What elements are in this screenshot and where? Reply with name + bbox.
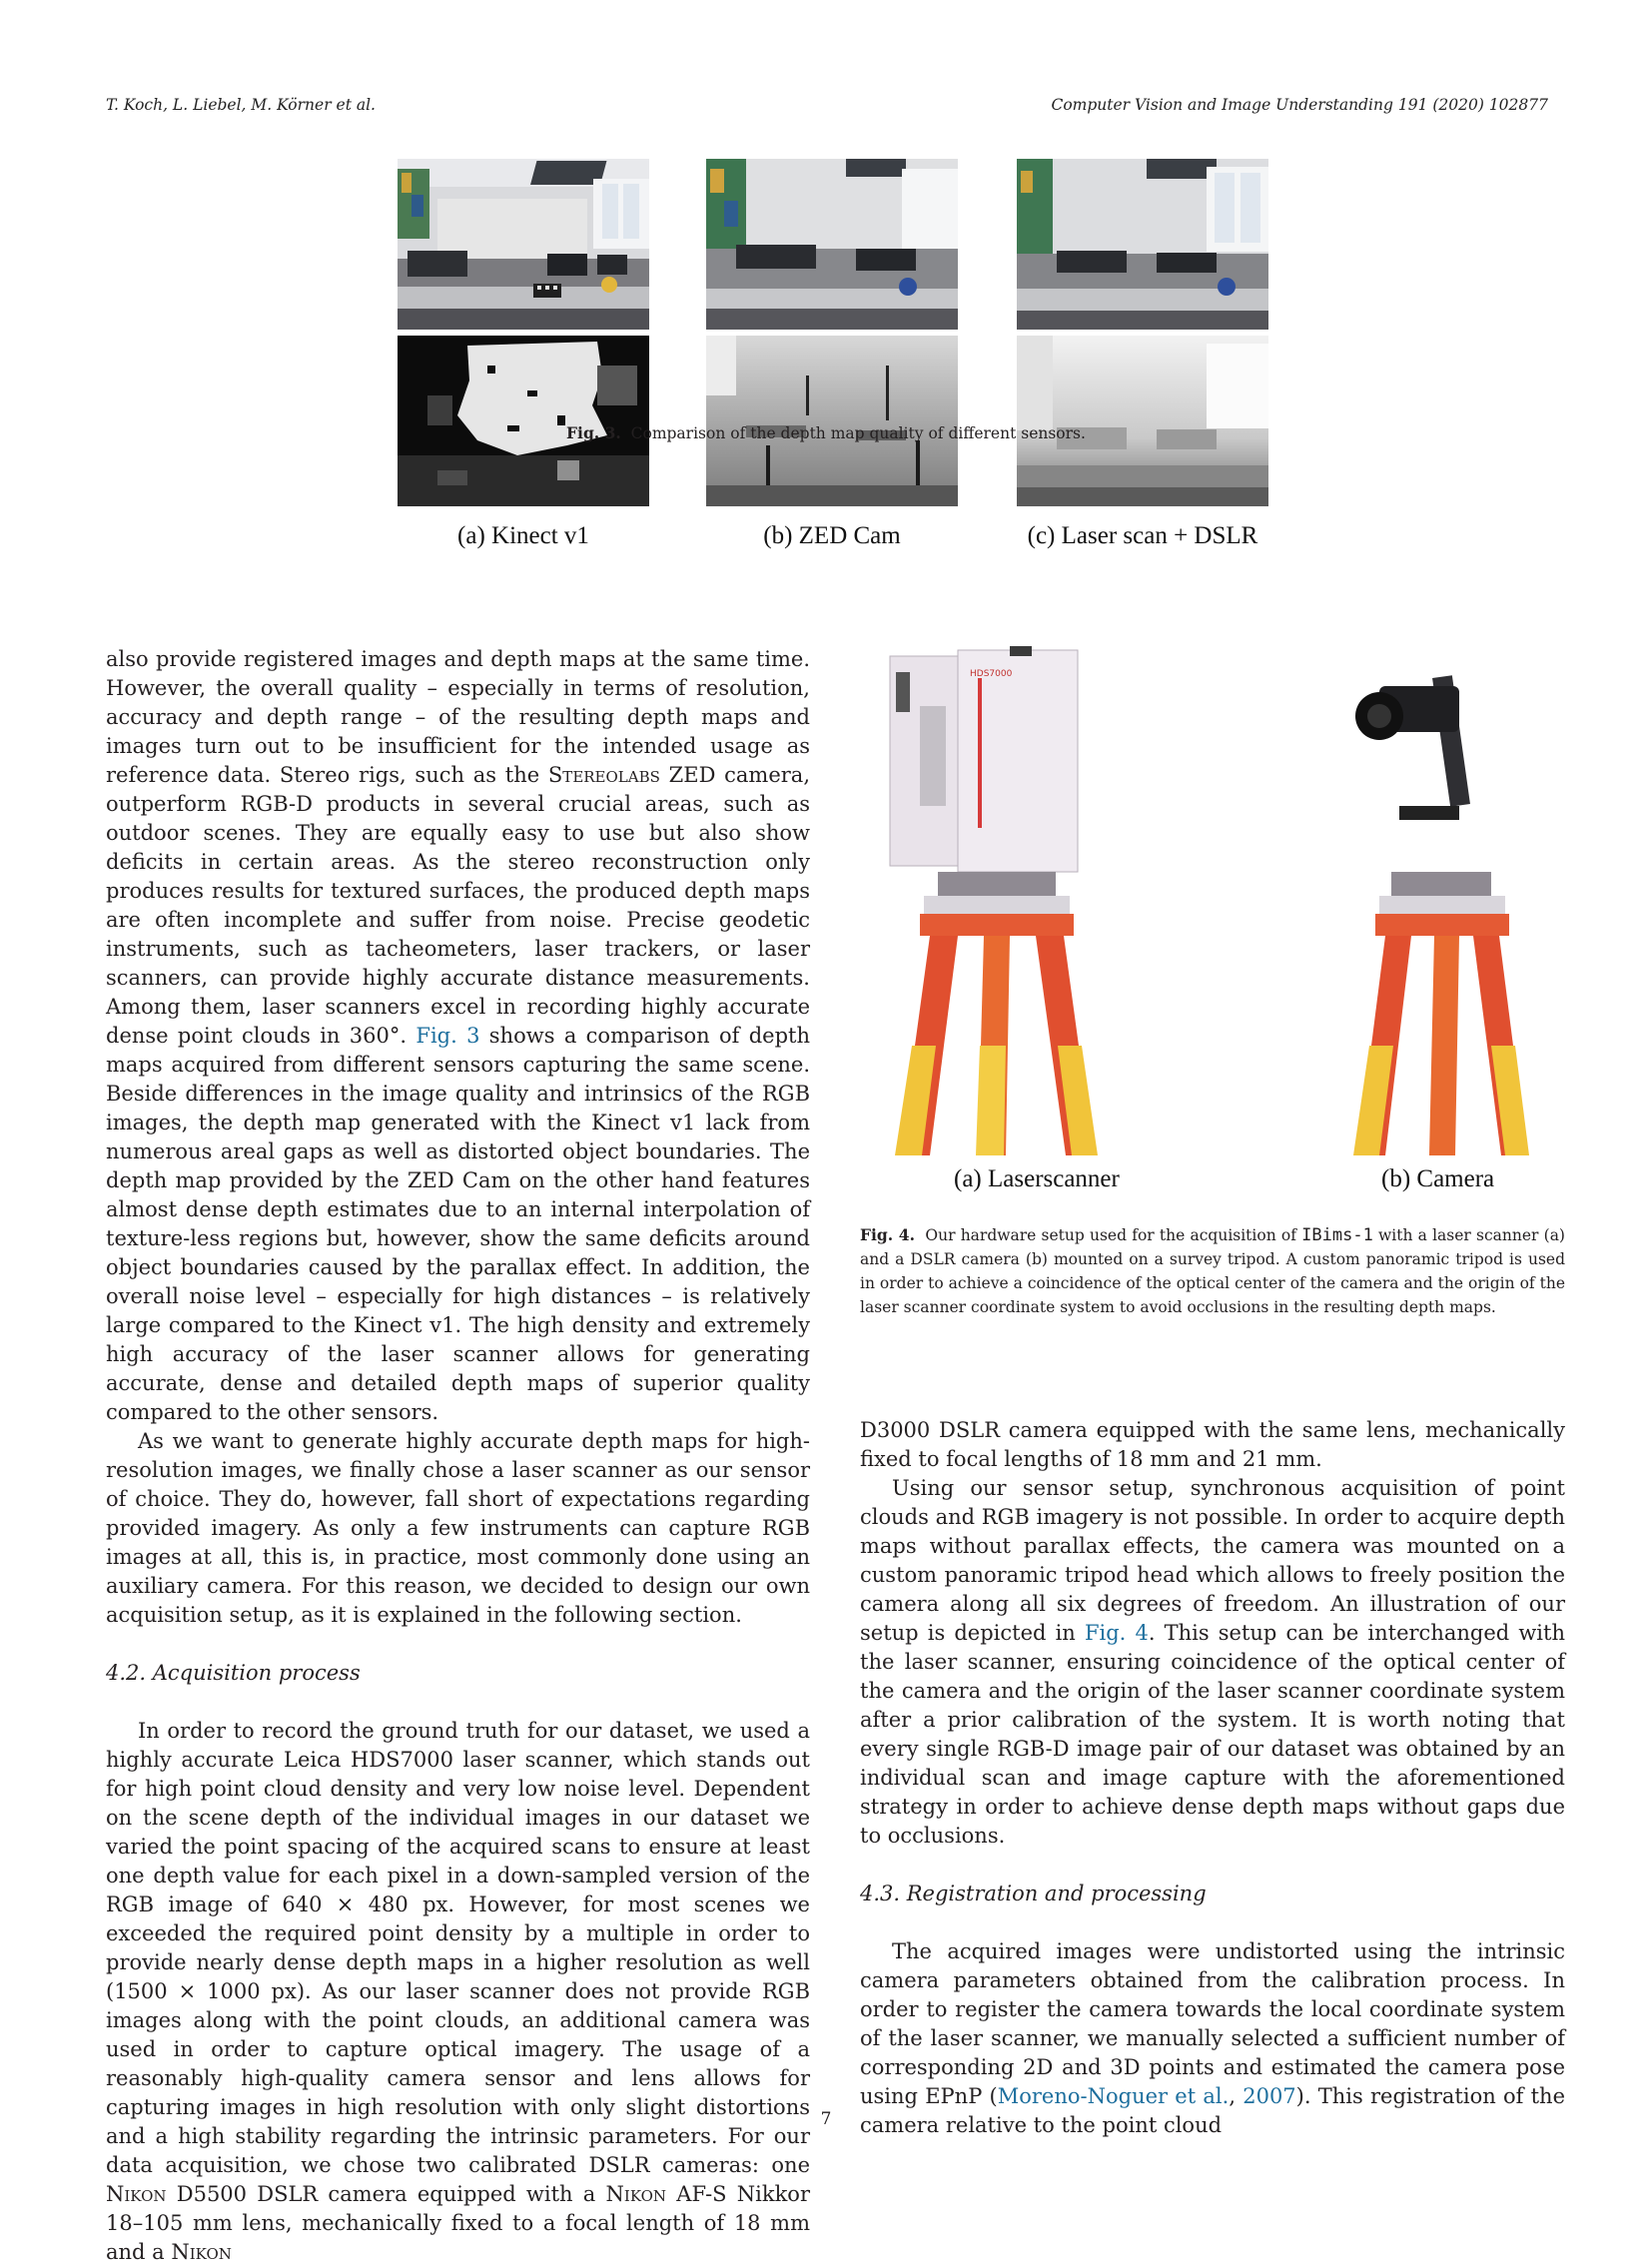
fig4-caption-label: Fig. 4. <box>860 1225 915 1244</box>
running-header-authors: T. Koch, L. Liebel, M. Körner et al. <box>106 96 376 114</box>
right-column <box>860 1416 1565 2140</box>
fig4-caption-b: (b) Camera <box>1381 1165 1495 1192</box>
fig4-hardware-photo <box>860 646 1565 1155</box>
citation-link-authors[interactable]: Moreno-Noguer et al. <box>997 2084 1230 2108</box>
left-paragraph-3: In order to record the ground truth for our dataset, we used a highly accurate Leica HDS7000 laser scanner, which stands out for high point cloud density and very low noise level. Dependent on the scene depth of the individual images in our dataset we varied the point spacing of the acquired scans to ensure at least one depth value for each pixel in a down-sampled version of the RGB image of 640 × 480 px. However, for most scenes we exceeded the required point density by a multiple in order to provide nearly dense depth maps in a higher resolution as well (1500 × 1000 px). As our laser scanner does not provide RGB images along with the point clouds, an additional camera was used in order to capture optical imagery. The usage of a reasonably high-quality camera sensor and lens allows for capturing images in high resolution with only slight distortions and a high stability regarding the intrinsic parameters. For our data acquisition, we chose two calibrated DSLR cameras: one Nikon D5500 DSLR camera equipped with a Nikon AF-S Nikkor 18–105 mm lens, mechanically fixed to a focal length of 18 mm and a Nikon <box>106 1719 810 2264</box>
figure-4 <box>860 646 1565 1155</box>
fig4-caption-a: (a) Laserscanner <box>954 1165 1120 1192</box>
fig3-caption-a: (a) Kinect v1 <box>457 522 589 549</box>
running-header-journal: Computer Vision and Image Understanding 191 (2020) 102877 <box>1051 96 1548 114</box>
dataset-name: IBims-1 <box>1301 1225 1373 1245</box>
page-number: 7 <box>820 2109 832 2129</box>
fig3-caption-label: Fig. 3. <box>566 423 621 442</box>
kinect-rgb-image <box>398 159 649 330</box>
left-paragraph-2: As we want to generate highly accurate depth maps for high-resolution images, we finally chose a laser scanner as our sensor of choice. They do, however, fall short of expectations regarding provided imagery. As only a few instruments can capture RGB images at all, this is, in practice, most commonly done using an auxiliary camera. For this reason, we decided to design our own acquisition setup, as it is explained in the following section. <box>106 1429 810 1627</box>
laser-depth-map <box>1017 336 1268 506</box>
laser-scanner-illustration <box>890 646 1098 1155</box>
citation-link-year[interactable]: 2007 <box>1242 2084 1296 2108</box>
fig4-reference-link[interactable]: Fig. 4 <box>1084 1621 1149 1645</box>
section-heading-4-3: 4.3. Registration and processing <box>860 1882 1207 1905</box>
right-paragraph-3: The acquired images were undistorted using the intrinsic camera parameters obtained from the calibration process. In order to register the camera towards the local coordinate system of the laser scanner, we manually selected a sufficient number of corresponding 2D and 3D points and estimated the camera pose using EPnP (Moreno-Noguer et al., 2007). This registration of the camera relative to the point cloud <box>860 1939 1565 2137</box>
fig4-caption: Fig. 4. Our hardware setup used for the acquisition of IBims-1 with a laser scanner (a) and a DSLR camera (b) mounted on a survey tripod. A custom panoramic tripod is used in order to achieve a coincidence of the optical center of the camera and the origin of the laser scanner coordinate system to avoid occlusions in the resulting depth maps. <box>860 1225 1565 1316</box>
zed-depth-map <box>706 336 958 506</box>
fig3-caption-text: Comparison of the depth map quality of different sensors. <box>630 424 1086 442</box>
fig3-caption-b: (b) ZED Cam <box>763 522 901 549</box>
scanner-brand-label: HDS7000 <box>970 669 1013 679</box>
dslr-camera-illustration <box>1353 675 1529 1155</box>
left-paragraph-1: also provide registered images and depth maps at the same time. However, the overall quality – especially in terms of resolution, accuracy and depth range – of the resulting depth maps and images turn out to be insufficient for the intended usage as reference data. Stereo rigs, such as the Stereolabs ZED camera, outperform RGB-D products in several crucial areas, such as outdoor scenes. They are equally easy to use but also show deficits in certain areas. As the stereo reconstruction only produces results for textured surfaces, the produced depth maps are often incomplete and suffer from noise. Precise geodetic instruments, such as tacheometers, laser trackers, or laser scanners, can provide highly accurate distance measurements. Among them, laser scanners excel in recording highly accurate dense point clouds in 360°. Fig. 3 shows a comparison of depth maps acquired from different sensors capturing the same scene. Beside differences in the image quality and intrinsics of the RGB images, the depth map generated with the Kinect v1 lack from numerous areal gaps as well as distorted object boundaries. The depth map provided by the ZED Cam on the other hand features almost dense depth estimates due to an internal interpolation of texture-less regions but, however, show the same deficits around object boundaries caused by the parallax effect. In addition, the overall noise level – especially for high distances – is relatively large compared to the Kinect v1. The high density and extremely high accuracy of the laser scanner allows for generating accurate, dense and detailed depth maps of superior quality compared to the other sensors. <box>106 647 810 1424</box>
right-paragraph-2: Using our sensor setup, synchronous acquisition of point clouds and RGB imagery is not possible. In order to acquire depth maps without parallax effects, the camera was mounted on a custom panoramic tripod head which allows to freely position the camera along all six degrees of freedom. An illustration of our setup is depicted in Fig. 4. This setup can be interchanged with the laser scanner, ensuring coincidence of the optical center of the camera and the origin of the laser scanner coordinate system after a prior calibration of the system. It is worth noting that every single RGB-D image pair of our dataset was obtained by an individual scan and image capture with the aforementioned strategy in order to achieve dense depth maps without gaps due to occlusions. <box>860 1476 1565 1848</box>
fig3-caption <box>0 423 1652 442</box>
section-heading-4-2: 4.2. Acquisition process <box>106 1661 361 1685</box>
right-paragraph-1: D3000 DSLR camera equipped with the same lens, mechanically fixed to focal lengths of 18 mm and 21 mm. <box>860 1418 1565 1471</box>
fig3-reference-link[interactable]: Fig. 3 <box>415 1024 480 1048</box>
left-column <box>106 645 810 2267</box>
laser-rgb-image <box>1017 159 1268 330</box>
fig3-caption-c: (c) Laser scan + DSLR <box>1027 522 1258 549</box>
zed-rgb-image <box>706 159 958 330</box>
kinect-depth-map <box>398 336 649 506</box>
